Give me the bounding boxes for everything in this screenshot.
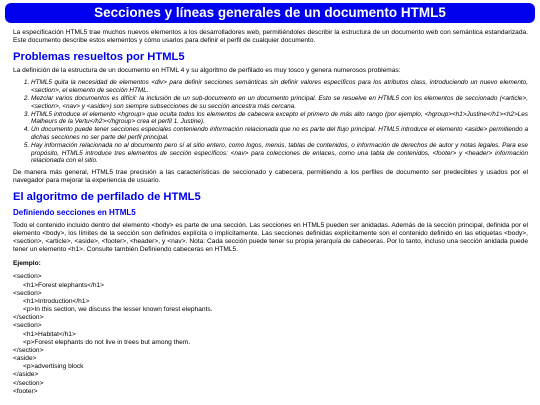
problems-closing-paragraph: De manera más general, HTML5 trae precisión a las características de seccionado y cabecera, permitiendo a los perfiles de documento ser predecibles y usados por el navegador para mejorar la experiencia de usuario. [13,168,528,184]
code-line: <h1>Introduction</h1> [23,297,90,305]
problems-lead-paragraph: La definición de la estructura de un documento en HTML 4 y su algoritmo de perfilado es muy tosco y genera numerosos problemas: [13,67,401,75]
code-line: <h1>Habitat</h1> [23,330,76,338]
intro-paragraph: La especificación HTML5 trae muchos nuevos elementos a los desarrolladores web, permitiéndoles describir la estructura de un documento web con semántica estandarizada. Este documento describe estos elementos y cómo usarlos para definir el perfil de cualquier documento. [13,29,528,45]
code-line: <p>Forest elephants do not live in trees but among them. [23,338,191,346]
code-line: <section> [13,289,42,297]
list-item: 3. HTML5 introduce el elemento <hgroup> que oculta todos los elementos de cabecera excepto el primero de más alto rango (por ejemplo, <hgroup><h1>Justine</h1><h2>Les Malheurs de la Vertu</h2></hgroup> crea el perfil 1. Justine). [31,111,528,126]
code-example [13,273,528,395]
list-item: 4. Un documento puede tener secciones especiales conteniendo información relacionada que no es parte del flujo principal. HTML5 introduce el elemento <aside> permitiendo a dichas secciones no ser parte del perfil principal. [31,126,528,141]
list-item: 2. Mezclar varios documentos es difícil: la inclusión de un sub-documento en un documento principal. Esto se resuelve en HTML5 con los elementos de seccionado (<article>, <section>, <nav> y <aside>) son siempre subsecciones de su sección ancestra más cercana. [31,95,528,110]
code-line: </section> [13,379,44,387]
section-heading-problems: Problemas resueltos por HTML5 [13,51,185,64]
title-bar [5,3,535,23]
code-line: <section> [13,322,42,330]
code-line: <section> [13,273,42,281]
code-line: <aside> [13,355,37,363]
code-line: <h1>Forest elephants</h1> [23,281,105,289]
code-line: <p>advertising block [23,363,84,371]
problems-list [13,79,528,165]
section-heading-algorithm: El algoritmo de perfilado de HTML5 [13,191,201,203]
code-line: <p>In this section, we discuss the lesser known forest elephants. [23,306,213,314]
list-item: 1. HTML5 quita la necesidad de elementos <div> para definir secciones semánticas sin definir valores específicos para los atributos class, introduciendo un nuevo elemento, <section>, el elemento de sección HTML. [31,79,528,94]
subsection-heading-defining-sections: Definiendo secciones en HTML5 [13,208,136,217]
code-line: </aside> [13,371,39,379]
page-title: Secciones y líneas generales de un documento HTML5 [94,5,446,20]
list-item: 5. Hay información relacionada no al documento pero sí al sitio entero, como logos, menús, tablas de contenidos, o información de derechos de autor y notas legales. Para ese propósito, HTML5 introduce tres elementos de sección específicos: <nav> para colecciones de enlaces, como una tabla de contenidos, <footer> y <header> información relacionada con el sitio. [31,142,528,165]
document-content [0,29,540,396]
code-line: </section> [13,346,44,354]
example-label: Ejemplo: [13,260,41,268]
defining-sections-paragraph: Todo el contenido incluido dentro del elemento <body> es parte de una sección. Las secciones en HTML5 pueden ser anidadas. Además de la sección principal, definida por el elemento <body>, los límites de la sección son definidos explícita o implícitamente. Las secciones definidas explícitamente son el contenido definido en las etiquetas <body>, <section>, <article>, <aside>, <footer>, <header>, y <nav>. Nota: Cada sección puede tener su propia jerarquía de cabeceras. Por lo tanto, incluso una sección anidada puede tener un elemento <h1>. Consulte también Definiendo cabeceras en HTML5. [13,222,528,254]
code-line: </section> [13,314,44,322]
code-line: <footer> [13,387,38,395]
